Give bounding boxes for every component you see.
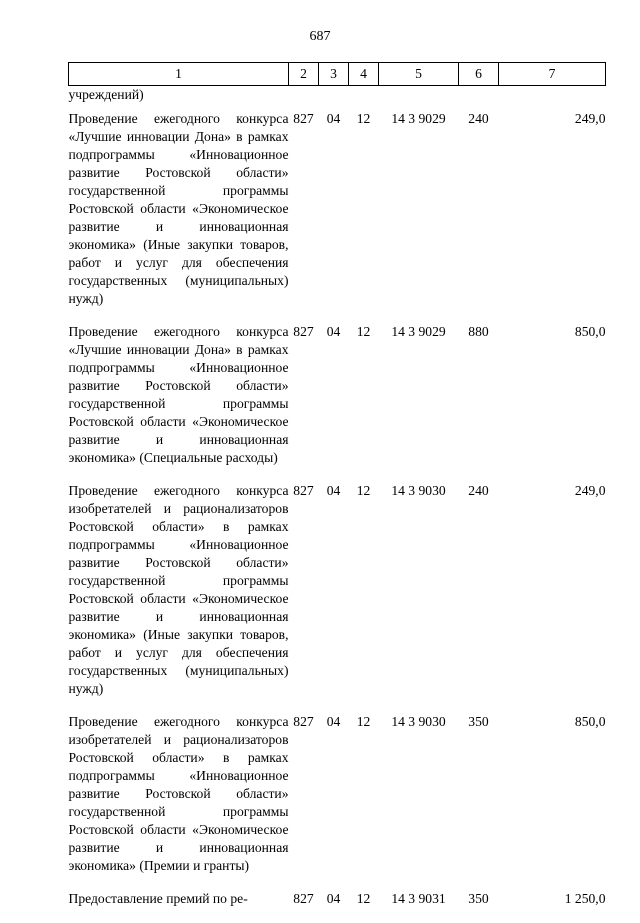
row-description: Проведение ежегодного конкурса изобретателей и рационализаторов Ростовской области» в рамках подпрограммы «Инновационное развитие Ростовской области» государственной программы Ростовской области «Экономическое развитие и инновационная экономика» (Премии и гранты)	[68, 714, 289, 873]
row-expense-type: 240	[468, 111, 489, 126]
row-section-code: 04	[326, 111, 341, 126]
row-section-code: 04	[326, 714, 341, 729]
table-row	[69, 890, 606, 923]
row-section-code: 04	[326, 483, 341, 498]
header-row	[69, 63, 606, 86]
row-target-code: 14 3 9031	[391, 891, 446, 906]
row-subsection-code: 12	[356, 111, 371, 126]
table-row	[69, 713, 606, 890]
row-target-code: 14 3 9030	[391, 483, 446, 498]
header-col-3: 3	[319, 63, 349, 86]
row-description: Предоставление премий по ре-	[68, 891, 248, 906]
row-section-code: 04	[326, 891, 341, 906]
continuation-row	[69, 86, 606, 111]
row-section-code: 04	[326, 324, 341, 339]
row-ministry-code: 827	[293, 714, 314, 729]
page-number: 687	[309, 29, 331, 44]
header-col-2: 2	[289, 63, 319, 86]
row-amount: 850,0	[574, 714, 606, 729]
continuation-text: учреждений)	[68, 87, 144, 102]
row-target-code: 14 3 9029	[391, 111, 446, 126]
row-ministry-code: 827	[293, 324, 314, 339]
row-target-code: 14 3 9030	[391, 714, 446, 729]
row-expense-type: 880	[468, 324, 489, 339]
header-col-4: 4	[349, 63, 379, 86]
table-row	[69, 110, 606, 323]
row-expense-type: 350	[468, 891, 489, 906]
table-row	[69, 482, 606, 713]
row-subsection-code: 12	[356, 324, 371, 339]
header-col-6: 6	[459, 63, 499, 86]
row-ministry-code: 827	[293, 483, 314, 498]
row-subsection-code: 12	[356, 714, 371, 729]
row-ministry-code: 827	[293, 111, 314, 126]
row-subsection-code: 12	[356, 891, 371, 906]
row-description: Проведение ежегодного конкурса «Лучшие инновации Дона» в рамках подпрограммы «Инновационное развитие Ростовской области» государственной программы Ростовской области «Экономическое развитие и инновационная экономика» (Специальные расходы)	[68, 324, 289, 465]
row-subsection-code: 12	[356, 483, 371, 498]
row-description: Проведение ежегодного конкурса «Лучшие инновации Дона» в рамках подпрограммы «Инновационное развитие Ростовской области» государственной программы Ростовской области «Экономическое развитие и инновационная экономика» (Иные закупки товаров, работ и услуг для обеспечения государственных (муниципальных) нужд)	[68, 111, 289, 306]
header-col-1: 1	[69, 63, 289, 86]
row-amount: 1 250,0	[564, 891, 606, 906]
row-amount: 249,0	[574, 111, 606, 126]
row-ministry-code: 827	[293, 891, 314, 906]
row-target-code: 14 3 9029	[391, 324, 446, 339]
header-col-7: 7	[499, 63, 606, 86]
row-expense-type: 240	[468, 483, 489, 498]
table-row	[69, 323, 606, 482]
header-col-5: 5	[379, 63, 459, 86]
row-amount: 850,0	[574, 324, 606, 339]
row-description: Проведение ежегодного конкурса изобретателей и рационализаторов Ростовской области» в рамках подпрограммы «Инновационное развитие Ростовской области» государственной программы Ростовской области «Экономическое развитие и инновационная экономика» (Иные закупки товаров, работ и услуг для обеспечения государственных (муниципальных) нужд)	[68, 483, 289, 696]
budget-table	[68, 62, 606, 923]
row-amount: 249,0	[574, 483, 606, 498]
row-expense-type: 350	[468, 714, 489, 729]
